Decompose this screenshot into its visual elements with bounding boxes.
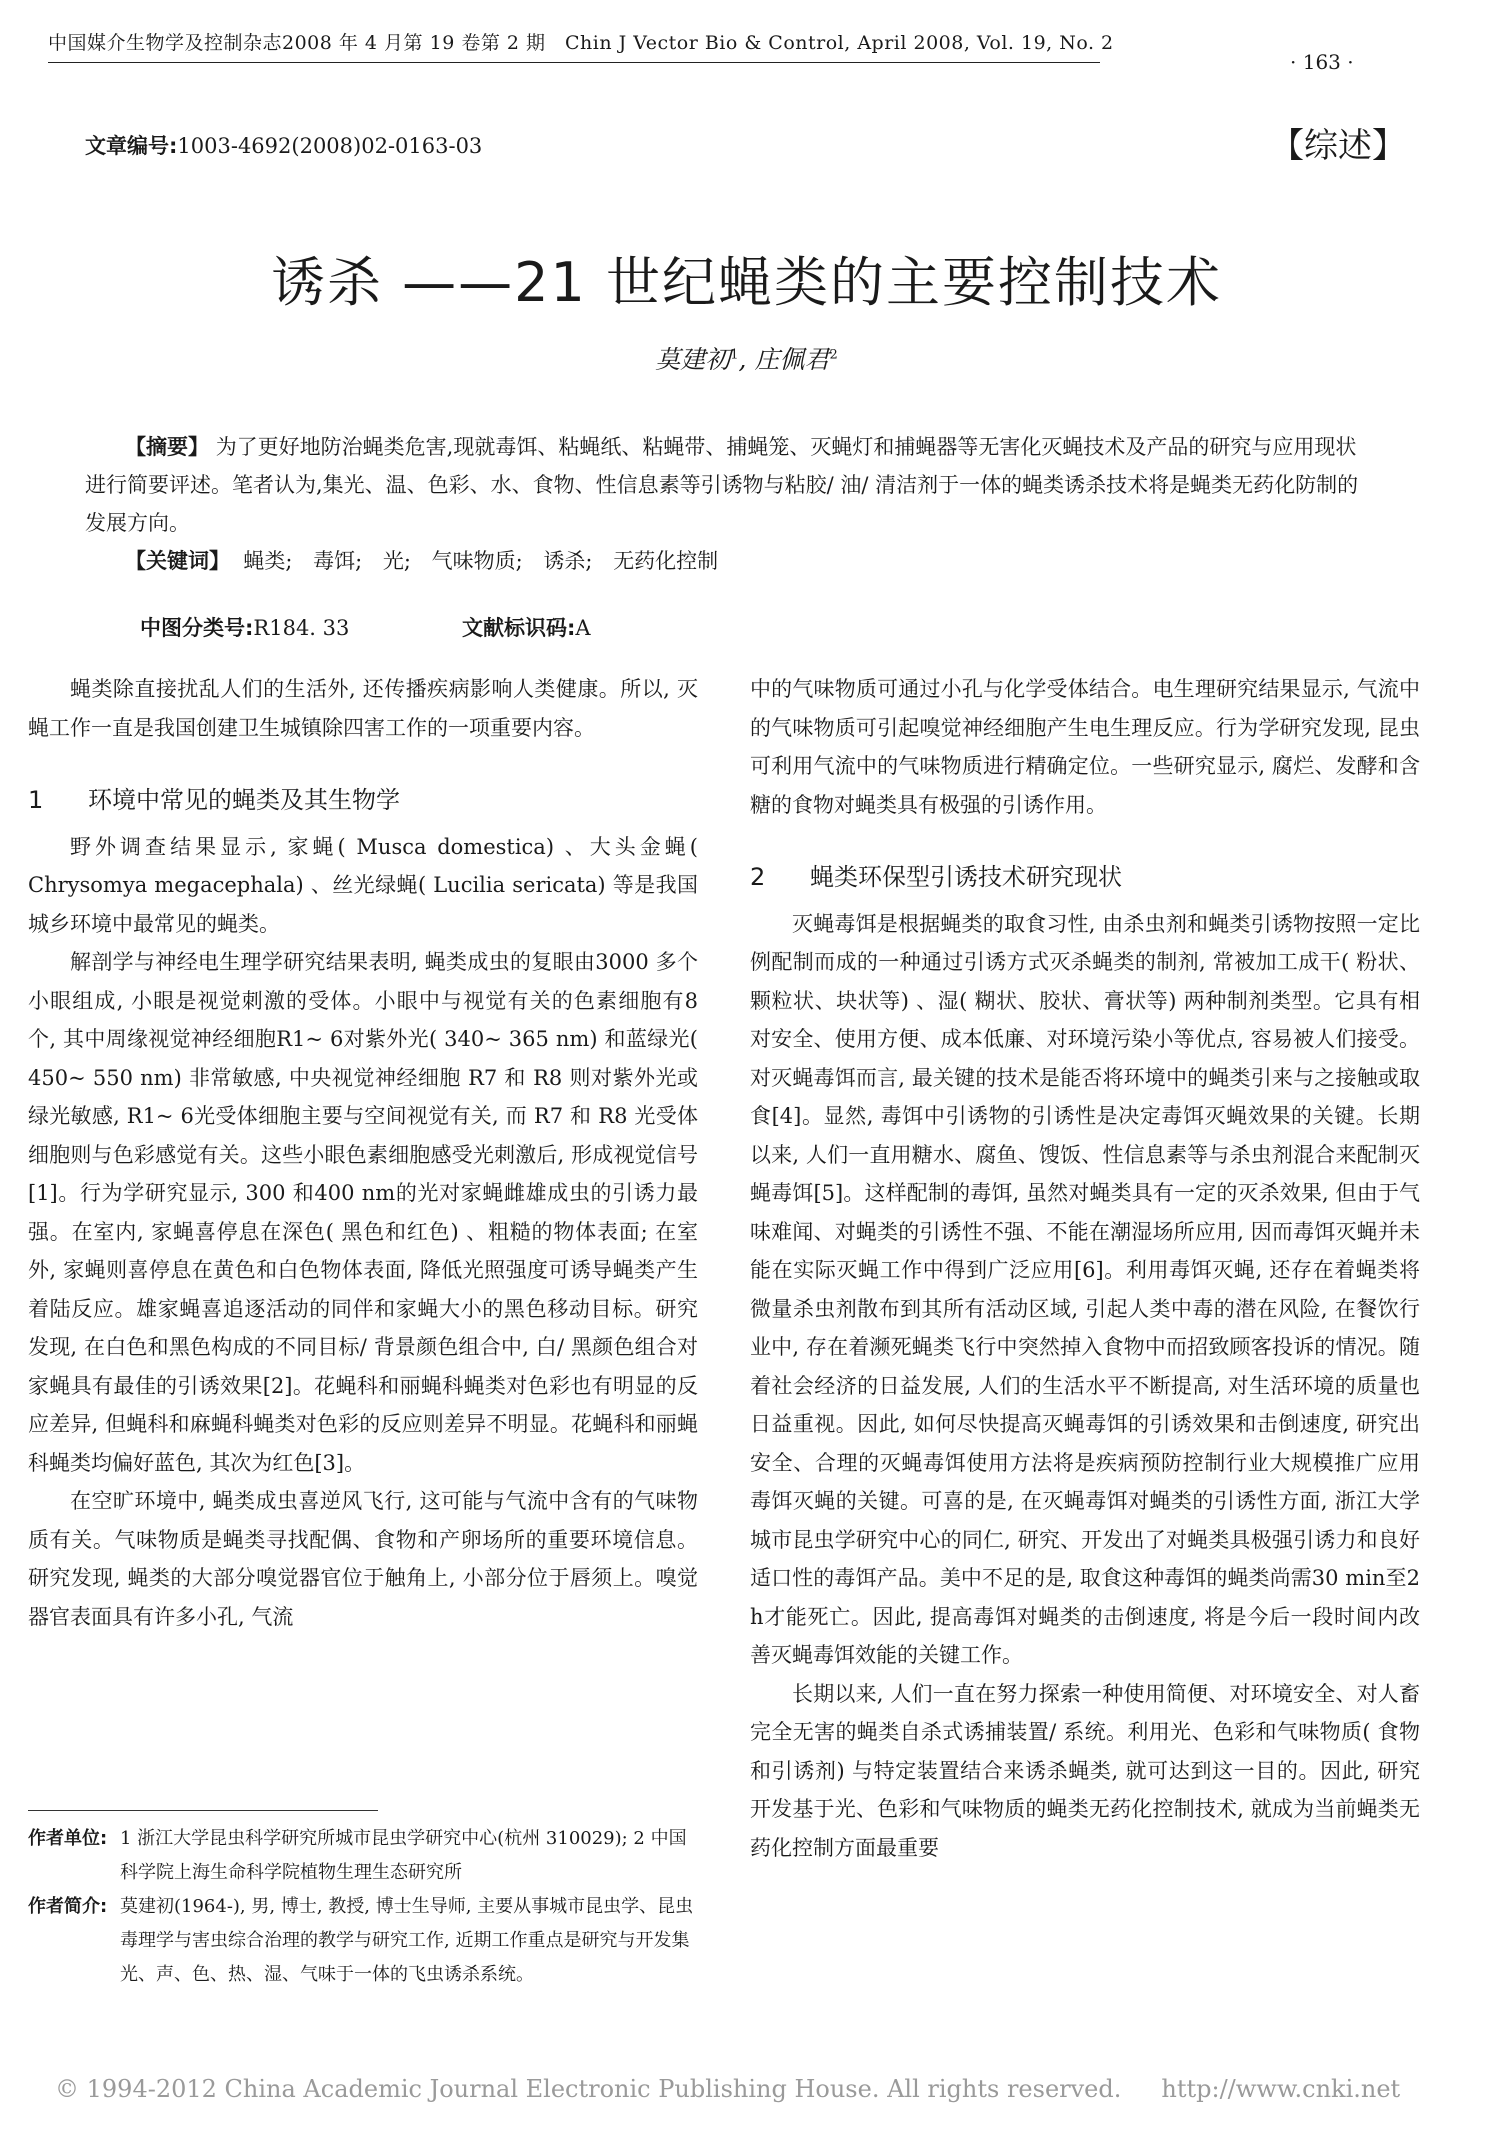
article-number [85, 130, 482, 160]
affiliation-note [28, 1822, 698, 1890]
right-column [750, 670, 1420, 1867]
article-category: 【综述】 [1270, 126, 1406, 166]
keyword: 毒饵; [313, 549, 363, 573]
author-line [0, 340, 1493, 376]
section-title: 环境中常见的蝇类及其生物学 [88, 786, 400, 814]
copyright-text: © 1994-2012 China Academic Journal Electronic Publishing House. All rights reserved. [55, 2075, 1122, 2103]
keyword: 无药化控制 [613, 549, 719, 573]
article-number-label: 文章编号: [85, 134, 178, 158]
section-heading [750, 858, 1420, 897]
footnotes [28, 1822, 698, 1992]
author-separator: , [738, 345, 755, 374]
document-code [462, 612, 591, 642]
watermark-url: http://www.cnki.net [1161, 2075, 1401, 2103]
footnote-rule [28, 1810, 378, 1811]
author-name: 庄佩君 [754, 345, 830, 374]
author-bio-note [28, 1890, 698, 1992]
author-name: 莫建初 [655, 345, 731, 374]
copyright-watermark [55, 2075, 1400, 2103]
author-bio-label: 作者简介: [28, 1896, 108, 1917]
header-rule [48, 62, 1100, 63]
keyword: 气味物质; [431, 549, 523, 573]
page-number: · 163 · [1290, 50, 1354, 74]
paragraph: 中的气味物质可通过小孔与化学受体结合。电生理研究结果显示, 气流中的气味物质可引起嗅觉神经细胞产生电生理反应。行为学研究发现, 昆虫可利用气流中的气味物质进行精确定位。一些研究显示, 腐烂、发酵和含糖的食物对蝇类具有极强的引诱作用。 [750, 677, 1420, 817]
abstract-label: 【摘要】 [125, 435, 209, 459]
affiliation-marker: 1 [730, 347, 739, 363]
affiliation-label: 作者单位: [28, 1828, 108, 1849]
section-heading [28, 781, 698, 820]
section-number: 1 [28, 786, 44, 814]
section-number: 2 [750, 863, 766, 891]
affiliation-text: 1 浙江大学昆虫科学研究所城市昆虫学研究中心(杭州 310029); 2 中国科学院上海生命科学院植物生理生态研究所 [120, 1828, 687, 1883]
left-column [28, 670, 698, 1636]
keyword: 蝇类; [243, 549, 293, 573]
running-head: 中国媒介生物学及控制杂志2008 年 4 月第 19 卷第 2 期 Chin J Vector Bio & Control, April 2008, Vol. 19, No. 2 [48, 32, 1114, 54]
clc-label: 中图分类号: [140, 616, 254, 640]
abstract [85, 428, 1365, 542]
section-title: 蝇类环保型引诱技术研究现状 [810, 863, 1122, 891]
clc-value: R184. 33 [253, 616, 350, 640]
paragraph: 野外调查结果显示, 家蝇( Musca domestica) 、大头金蝇( Chrysomya megacephala) 、丝光绿蝇( Lucilia sericata) 等是我国城乡环境中最常见的蝇类。 [28, 834, 698, 936]
doc-code-value: A [575, 616, 591, 640]
clc-number [140, 612, 349, 642]
paragraph: 蝇类除直接扰乱人们的生活外, 还传播疾病影响人类健康。所以, 灭蝇工作一直是我国创建卫生城镇除四害工作的一项重要内容。 [28, 677, 698, 740]
abstract-text: 为了更好地防治蝇类危害,现就毒饵、粘蝇纸、粘蝇带、捕蝇笼、灭蝇灯和捕蝇器等无害化灭蝇技术及产品的研究与应用现状进行简要评述。笔者认为,集光、温、色彩、水、食物、性信息素等引诱物与粘胶/ 油/ 清洁剂于一体的蝇类诱杀技术将是蝇类无药化防制的发展方向。 [85, 435, 1359, 535]
article-number-value: 1003-4692(2008)02-0163-03 [177, 134, 483, 158]
keywords-label: 【关键词】 [125, 549, 230, 573]
paragraph: 在空旷环境中, 蝇类成虫喜逆风飞行, 这可能与气流中含有的气味物质有关。气味物质是蝇类寻找配偶、食物和产卵场所的重要环境信息。研究发现, 蝇类的大部分嗅觉器官位于触角上, 小部分位于唇须上。嗅觉器官表面具有许多小孔, 气流 [28, 1489, 698, 1629]
affiliation-marker: 2 [829, 347, 838, 363]
doc-code-label: 文献标识码: [462, 616, 576, 640]
paper-title: 诱杀 ——21 世纪蝇类的主要控制技术 [270, 251, 1223, 314]
author-bio-text: 莫建初(1964-), 男, 博士, 教授, 博士生导师, 主要从事城市昆虫学、昆虫毒理学与害虫综合治理的教学与研究工作, 近期工作重点是研究与开发集光、声、色、热、湿、气味于一体的飞虫诱杀系统。 [120, 1896, 694, 1985]
keyword: 光; [382, 549, 411, 573]
paragraph: 长期以来, 人们一直在努力探索一种使用简便、对环境安全、对人畜完全无害的蝇类自杀式诱捕装置/ 系统。利用光、色彩和气味物质( 食物和引诱剂) 与特定装置结合来诱杀蝇类, 就可达到这一目的。因此, 研究开发基于光、色彩和气味物质的蝇类无药化控制技术, 就成为当前蝇类无药化控制方面最重要 [750, 1681, 1420, 1860]
keyword: 诱杀; [543, 549, 593, 573]
paragraph: 解剖学与神经电生理学研究结果表明, 蝇类成虫的复眼由3000 多个小眼组成, 小眼是视觉刺激的受体。小眼中与视觉有关的色素细胞有8 个, 其中周缘视觉神经细胞R1~ 6对紫外光( 340~ 365 nm) 和蓝绿光( 450~ 550 nm) 非常敏感, 中央视觉神经细胞 R7 和 R8 则对紫外光或绿光敏感, R1~ 6光受体细胞主要与空间视觉有关, 而 R7 和 R8 光受体细胞则与色彩感觉有关。这些小眼色素细胞感受光刺激后, 形成视觉信号[1]。行为学研究显示, 300 和400 nm的光对家蝇雌雄成虫的引诱力最强。在室内, 家蝇喜停息在深色( 黑色和红色) 、粗糙的物体表面; 在室外, 家蝇则喜停息在黄色和白色物体表面, 降低光照强度可诱导蝇类产生着陆反应。雄家蝇喜追逐活动的同伴和家蝇大小的黑色移动目标。研究发现, 在白色和黑色构成的不同目标/ 背景颜色组合中, 白/ 黑颜色组合对家蝇具有最佳的引诱效果[2]。花蝇科和丽蝇科蝇类对色彩也有明显的反应差异, 但蝇科和麻蝇科蝇类对色彩的反应则差异不明显。花蝇科和丽蝇科蝇类均偏好蓝色, 其次为红色[3]。 [28, 950, 698, 1475]
paragraph: 灭蝇毒饵是根据蝇类的取食习性, 由杀虫剂和蝇类引诱物按照一定比例配制而成的一种通过引诱方式灭杀蝇类的制剂, 常被加工成干( 粉状、颗粒状、块状等) 、湿( 糊状、胶状、膏状等) 两种制剂类型。它具有相对安全、使用方便、成本低廉、对环境污染小等优点, 容易被人们接受。对灭蝇毒饵而言, 最关键的技术是能否将环境中的蝇类引来与之接触或取食[4]。显然, 毒饵中引诱物的引诱性是决定毒饵灭蝇效果的关键。长期以来, 人们一直用糖水、腐鱼、馊饭、性信息素等与杀虫剂混合来配制灭蝇毒饵[5]。这样配制的毒饵, 虽然对蝇类具有一定的灭杀效果, 但由于气味难闻、对蝇类的引诱性不强、不能在潮湿场所应用, 因而毒饵灭蝇并未能在实际灭蝇工作中得到广泛应用[6]。利用毒饵灭蝇, 还存在着蝇类将微量杀虫剂散布到其所有活动区域, 引起人类中毒的潜在风险, 在餐饮行业中, 存在着濒死蝇类飞行中突然掉入食物中而招致顾客投诉的情况。随着社会经济的日益发展, 人们的生活水平不断提高, 对生活环境的质量也日益重视。因此, 如何尽快提高灭蝇毒饵的引诱效果和击倒速度, 研究出安全、合理的灭蝇毒饵使用方法将是疾病预防控制行业大规模推广应用毒饵灭蝇的关键。可喜的是, 在灭蝇毒饵对蝇类的引诱性方面, 浙江大学城市昆虫学研究中心的同仁, 研究、开发出了对蝇类具极强引诱力和良好适口性的毒饵产品。美中不足的是, 取食这种毒饵的蝇类尚需30 min至2 h才能死亡。因此, 提高毒饵对蝇类的击倒速度, 将是今后一段时间内改善灭蝇毒饵效能的关键工作。 [750, 911, 1420, 1667]
keywords [125, 545, 732, 575]
